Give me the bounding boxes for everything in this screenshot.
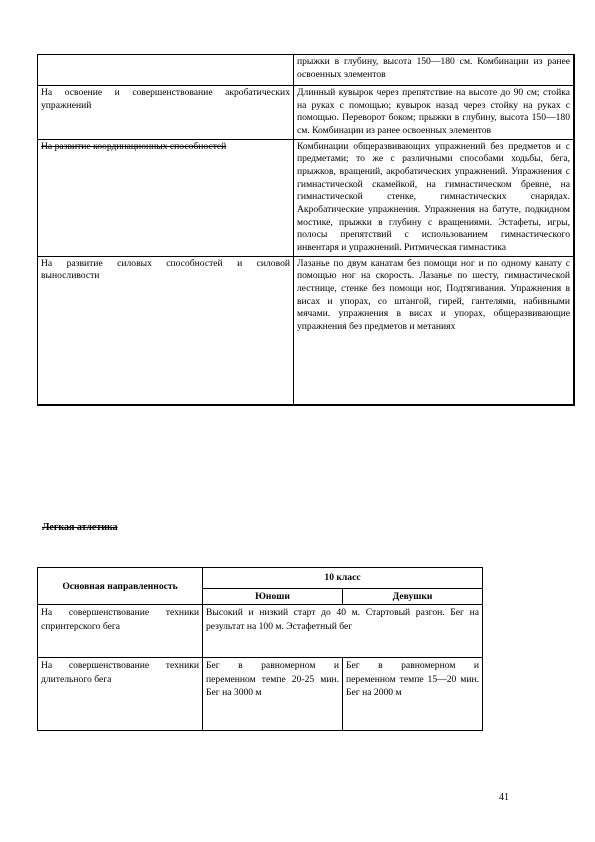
- table-cell: Высокий и низкий старт до 40 м. Стартовый разгон. Бег на результат на 100 м. Эстафетный бег: [203, 605, 483, 658]
- table-row: [38, 86, 575, 140]
- table-cell: На совершенствование техники спринтерского бега: [38, 605, 203, 658]
- table-row: [38, 55, 575, 86]
- column-header-girls: Девушки: [343, 589, 483, 605]
- gymnastics-table: [37, 54, 575, 406]
- table-cell: [38, 139, 294, 256]
- table-row: [38, 658, 483, 731]
- table-row: [38, 605, 483, 658]
- table-cell: Лазанье по двум канатам без помощи ног и по одному канату с помощью ног на скорость. Лазанье по шесту, гимнастической лестнице, стенке без помощи ног, Подтягивания. Упражнения в висах и упорах, со штангой, гирей, гантелями, набивными мячами. упражнения в висах и упорах, общеразвивающие упражнения без предметов и метаниях: [294, 256, 575, 405]
- table-header-row: [38, 568, 483, 589]
- page-number: 41: [499, 792, 509, 803]
- column-header-direction: Основная направленность: [38, 568, 203, 605]
- table-cell: На развитие силовых способностей и силовой выносливости: [38, 256, 294, 405]
- section-title: Легкая атлетика: [42, 522, 118, 533]
- table-cell: На освоение и совершенствование акробатических упражнений: [38, 86, 294, 140]
- table-cell: Длинный кувырок через препятствие на высоте до 90 см; стойка на руках с помощью; кувырок назад через стойку на руках с помощью. Переворот боком; прыжки в глубину, высота 150—180 см. Комбинации из ранее освоенных элементов: [294, 86, 575, 140]
- table-cell: [38, 55, 294, 86]
- athletics-table: [37, 567, 483, 731]
- column-header-class: 10 класс: [203, 568, 483, 589]
- table-cell: Бег в равномерном и переменном темпе 20-25 мин. Бег на 3000 м: [203, 658, 343, 731]
- table-cell: На совершенствование техники длительного бега: [38, 658, 203, 731]
- table-cell: Бег в равномерном и переменном темпе 15—20 мин. Бег на 2000 м: [343, 658, 483, 731]
- table-cell: Комбинации общеразвивающих упражнений без предметов и с предметами; то же с различными способами ходьбы, бега, прыжков, вращений, акробатических упражнений. Упражнения с гимнастической скамейкой, на гимнастическом бревне, на гимнастической стенке, гимнастических снарядах. Акробатические упражнения. Упражнения на батуте, подкидном мостике, прыжки в глубину с вращениями. Эстафеты, игры, полосы препятствий с использованием гимнастического инвентаря и упражнений. Ритмическая гимнастика: [294, 139, 575, 256]
- row-label: На развитие координационных способностей: [41, 140, 227, 152]
- table-cell: прыжки в глубину, высота 150—180 см. Комбинации из ранее освоенных элементов: [294, 55, 575, 86]
- table-row: [38, 139, 575, 256]
- table-row: [38, 256, 575, 405]
- column-header-boys: Юноши: [203, 589, 343, 605]
